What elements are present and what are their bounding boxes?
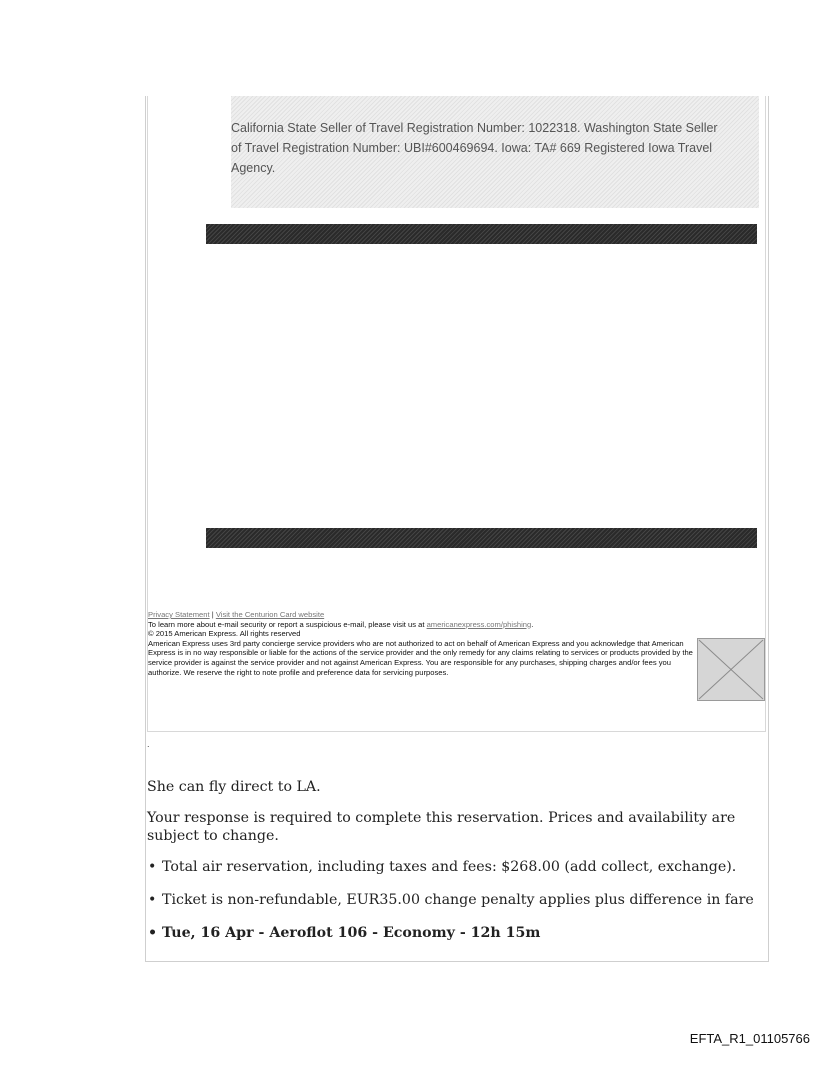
email-footer [148,610,696,677]
registration-notice [231,96,759,208]
privacy-statement-link[interactable]: Privacy Statement [148,610,210,619]
disclaimer: American Express uses 3rd party concierge service providers who are not authorized to act on behalf of American Express and you acknowledge that American Express is in no way responsible or liable for the actions of the service provider and the only remedy for any claims relating to services or products provided by the service provider is against the service provider and not against American Express. You are responsible for any purchases, shipping charges and/or fees you authorize. We reserve the right to note profile and preference data for servicing purposes. [148,638,693,677]
broken-image-cross [698,639,764,700]
message-line-response: Your response is required to complete this reservation. Prices and availability are subject to change. [147,810,736,844]
centurion-card-link[interactable]: Visit the Centurion Card website [215,610,325,619]
broken-image-icon [697,638,765,701]
list-item-total: • Total air reservation, including taxes and fees: $268.00 (add collect, exchange). [147,858,769,876]
redaction-bar-bottom [206,528,757,548]
email-message [147,778,769,957]
footer-link-separator: | [209,610,216,619]
message-line-direct: She can fly direct to LA. [147,779,321,795]
footer-links-row [148,610,696,620]
redaction-bar-top [206,224,757,244]
separator-dot: . [147,739,150,749]
security-notice [148,620,696,630]
reservation-details-list [147,858,769,942]
copyright: © 2015 American Express. All rights reserved [148,629,301,639]
list-item-ticket: • Ticket is non-refundable, EUR35.00 change penalty applies plus difference in fare [147,891,769,909]
security-text: To learn more about e-mail security or report a suspicious e-mail, please visit us at [148,619,427,629]
list-item-flight: • Tue, 16 Apr - Aeroflot 106 - Economy - 12h 15m [147,924,769,942]
security-text-end: . [531,619,534,629]
registration-text: California State Seller of Travel Registration Number: 1022318. Washington State Seller of Travel Registration Number: UBI#600469694. Iowa: TA# 669 Registered Iowa Travel Agency. [231,121,718,175]
phishing-link[interactable]: americanexpress.com/phishing [426,619,532,629]
document-id: EFTA_R1_01105766 [689,1031,810,1046]
